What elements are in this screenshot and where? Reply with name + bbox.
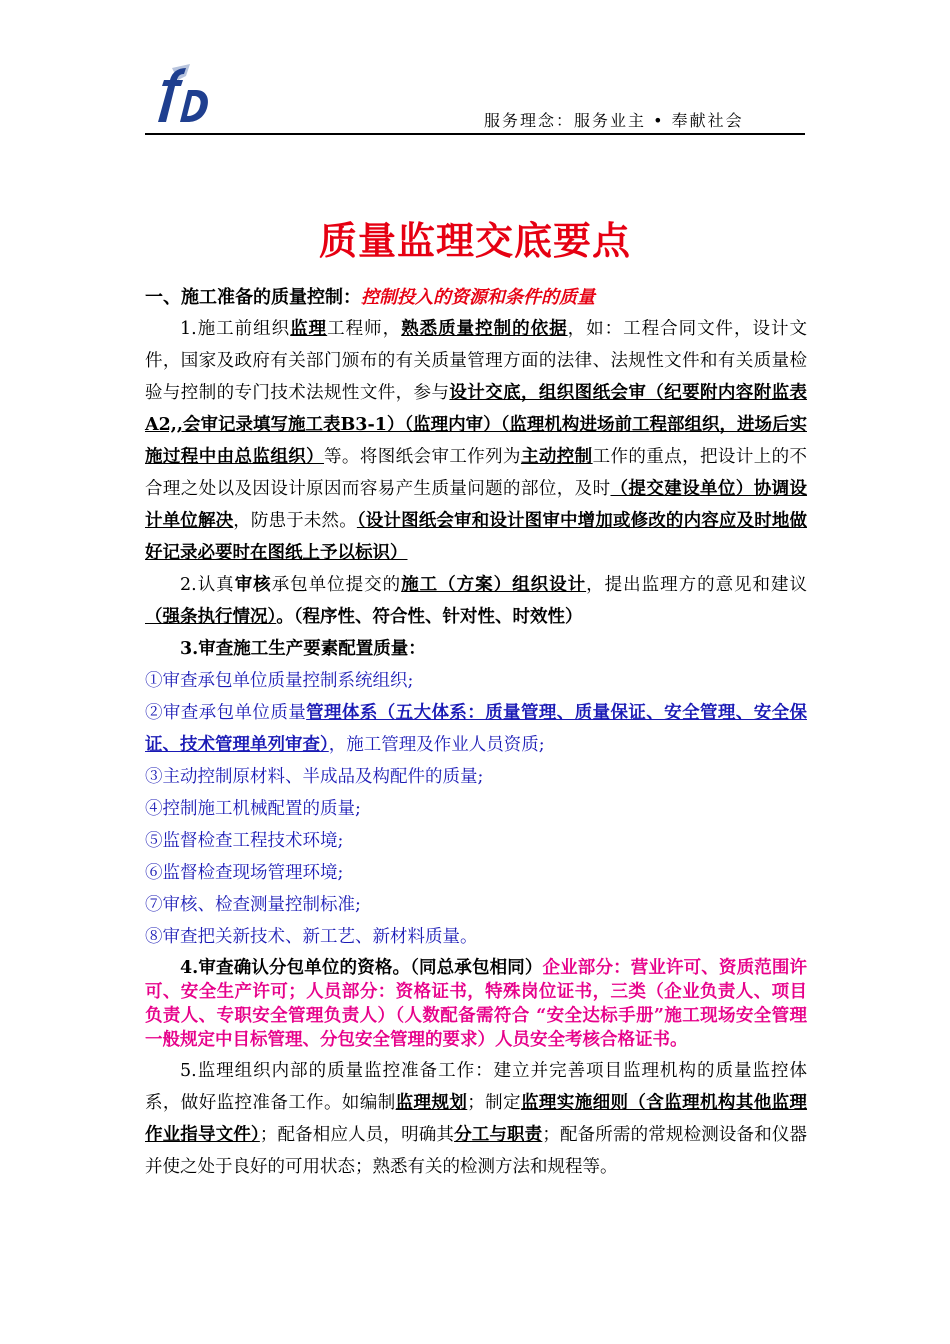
p2-underline-d: 施工（方案）组织设计 [401, 575, 587, 595]
p1-text-c: 工程师， [327, 319, 402, 339]
list-item: ③主动控制原材料、半成品及构配件的质量; [145, 767, 484, 787]
list-item [145, 697, 807, 761]
requirements-list [145, 665, 807, 953]
list-item: ④控制施工机械配置的质量; [145, 799, 361, 819]
p1-text-k: ，防患于未然。 [233, 511, 357, 531]
list-item: ⑤监督检查工程技术环境; [145, 831, 344, 851]
section-heading-emphasis: 控制投入的资源和条件的质量 [361, 287, 595, 308]
p5-text-c: ；制定 [467, 1093, 521, 1113]
p1-underline-b: 监理 [290, 319, 328, 339]
p2-text-e: ，提出监理方的意见和建议 [586, 575, 808, 595]
list-item: ⑦审核、检查测量控制标准; [145, 895, 361, 915]
p1-text-a: 1.施工前组织 [180, 319, 291, 339]
page-title: 质量监理交底要点 [318, 219, 631, 263]
p5-underline-d: 监理实施细则（含监理机构其他监理作业指导文件） [145, 1093, 808, 1145]
p1-underline-l: （设计图纸会审和设计图审中增加或修改的内容应及时地做好记录必要时在图纸上予以标识） [145, 511, 808, 563]
list-item: ⑥监督检查现场管理环境; [145, 863, 344, 883]
p1-underline-j: （提交建设单位）协调设计单位解决 [145, 479, 808, 531]
p2-bold-b: 审核 [234, 575, 272, 595]
p2-underline-f: （强条执行情况） [145, 607, 277, 627]
p4-magenta-c: 企业部分：营业许可、资质范围许可、安全生产许可；人员部分：资格证书，特殊岗位证书，三类（企业负责人、项目负责人、专职安全管理负责人）（人数配备需符合 “安全达标手册”施工现场安全管理一般规定中目标管理、分包安全管理的要求）人员安全考核合格证书。 [145, 958, 808, 1050]
p5-text-e: ；配备相应人员，明确其 [259, 1125, 455, 1145]
list-item-2-text: ②审查承包单位质量 [145, 703, 307, 723]
p5-underline-b: 监理规划 [395, 1093, 468, 1113]
p5-text-a: 5.监理组织内部的质量监控准备工作：建立并完善项目监理机构的质量监控体系，做好监控准备工作。如编制 [145, 1061, 807, 1113]
p2-bold-g: 。（程序性、符合性、针对性、时效性） [276, 607, 583, 627]
p1-underline-d: 熟悉质量控制的依据 [401, 319, 568, 339]
list-item: ⑧审查把关新技术、新工艺、新材料质量。 [145, 927, 478, 947]
p4-bold-b: 。（同总承包相同） [392, 958, 543, 978]
paragraph-4 [145, 956, 807, 1052]
list-item-2-tail: ，施工管理及作业人员资质; [328, 735, 545, 755]
p1-underline-h: 主动控制 [520, 447, 593, 467]
list-item-2-bold: 管理体系（五大体系：质量管理、质量保证、安全管理、安全保证、技术管理单列审查） [145, 703, 807, 755]
paragraph-5 [145, 1055, 807, 1183]
p1-text-g: 等。将图纸会审工作列为 [324, 447, 521, 467]
paragraph-2 [145, 569, 807, 633]
p5-text-g: ；配备所需的常规检测设备和仪器并使之处于良好的可用状态；熟悉有关的检测方法和规程等。 [145, 1125, 808, 1177]
paragraph-1 [145, 313, 807, 569]
p1-text-e: ，如：工程合同文件，设计文件，国家及政府有关部门颁布的有关质量管理方面的法律、法规性文件和有关质量检验与控制的专门技术法规性文件，参与 [145, 319, 808, 403]
header-motto: 服务理念：服务业主 • 奉献社会 [484, 111, 744, 130]
p5-underline-f: 分工与职责 [454, 1125, 543, 1145]
p1-text-i: 工作的重点，把设计上的不合理之处以及因设计原因而容易产生质量问题的部位，及时 [145, 447, 808, 499]
header-divider [145, 133, 805, 135]
p1-underline-f: 设计交底，组织图纸会审（纪要附内容附监表A2,,会审记录填写施工表B3-1）（监理内审）（监理机构进场前工程部组织，进场后实施过程中由总监组织） [145, 383, 808, 467]
list-item: ①审查承包单位质量控制系统组织; [145, 671, 414, 691]
p2-text-c: 承包单位提交的 [271, 575, 402, 595]
company-logo-icon [150, 62, 210, 128]
section-heading-text: 一、施工准备的质量控制： [145, 287, 361, 308]
section-heading-1 [145, 283, 807, 313]
paragraph-3-heading: 3.审查施工生产要素配置质量： [180, 639, 426, 659]
p2-text-a: 2.认真 [180, 575, 235, 595]
p4-bold-a: 4.审查确认分包单位的资格 [180, 958, 393, 978]
document-body [145, 283, 807, 1183]
